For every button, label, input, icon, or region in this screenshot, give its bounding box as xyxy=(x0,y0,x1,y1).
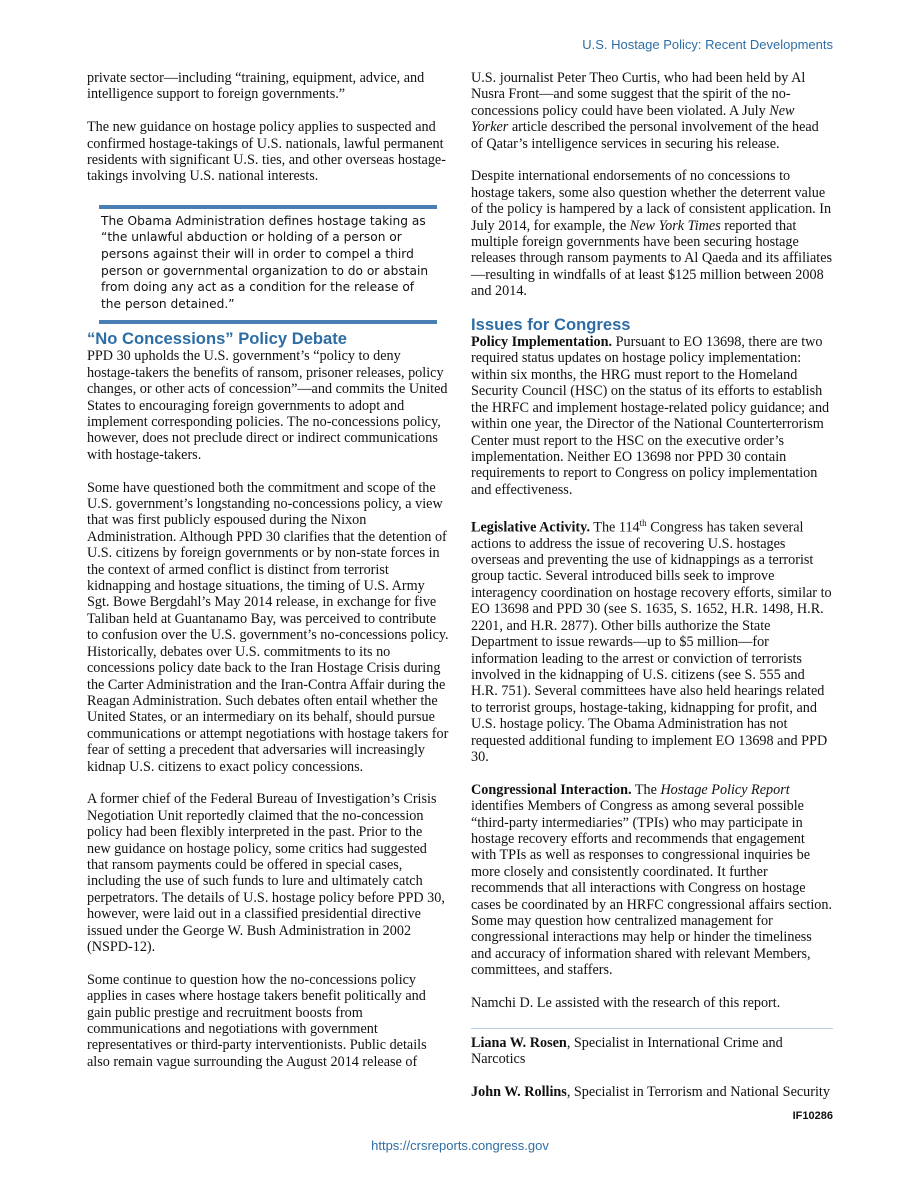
author-entry: John W. Rollins, Specialist in Terrorism and National Security xyxy=(471,1084,830,1100)
paragraph: Some continue to question how the no-concessions policy applies in cases where hostage takers benefit politically and gain public prestige and recruitment boosts from communications and negotiations with government representatives or third-party interventionists. Public details also remain vague surrounding the August 2014 release of xyxy=(87,971,427,1070)
paragraph: Some have questioned both the commitment and scope of the U.S. government’s longstanding no-concessions policy, a view that was first publicly espoused during the Nixon Administration. Although PPD 30 clarifies that the detention of U.S. citizens by foreign governments or by non-state forces in the context of armed conflict is distinct from terrorist kidnapping and hostage situations, the timing of U.S. Army Sgt. Bowe Bergdahl’s May 2014 release, in exchange for five Taliban held at Guantanamo Bay, was perceived to contribute to confusion over the U.S. government’s no-concessions policy. Historically, debates over U.S. commitments to its no concessions policy date back to the Iran Hostage Crisis during the Carter Administration and the Iran-Contra Affair during the Reagan Administration. Such debates often entail whether the United States, or an intermediary on its behalf, should pursue communications or attempt negotiations with hostage takers for fear of setting a precedent that adversaries will increasingly kidnap U.S. citizens to exact policy concessions. xyxy=(87,479,449,775)
left-column xyxy=(87,70,449,1087)
paragraph: U.S. journalist Peter Theo Curtis, who had been held by Al Nusra Front—and some suggest that the spirit of the no-concessions policy could have been violated. A July New Yorker article described the personal involvement of the head of Qatar’s intelligence services in securing his release. xyxy=(471,70,819,152)
paragraph: A former chief of the Federal Bureau of Investigation’s Crisis Negotiation Unit reportedly claimed that the no-concession policy had been flexibly interpreted in the past. Prior to the new guidance on hostage policy, some critics had suggested that ransom payments could be offered in special cases, including the use of such funds to lure and ultimately catch perpetrators. The details of U.S. hostage policy before PPD 30, however, were laid out in a classified presidential directive issued under the George W. Bush Administration in 2002 (NSPD-12). xyxy=(87,791,445,955)
author-entry: Liana W. Rosen, Specialist in International Crime and Narcotics xyxy=(471,1034,783,1068)
run-in-heading: Congressional Interaction. xyxy=(471,781,632,798)
definition-callout: The Obama Administration defines hostage taking as “the unlawful abduction or holding of a person or persons against their will in order to compel a third person or governmental organization to do or abstain from doing any act as a condition for the release of the person detained.” xyxy=(99,205,437,325)
section-heading-no-concessions: “No Concessions” Policy Debate xyxy=(87,329,348,349)
document-id: IF10286 xyxy=(792,1110,833,1122)
paragraph-congressional-interaction: Congressional Interaction. The Hostage Policy Report identifies Members of Congress as among several possible “third-party intermediaries” (TPIs) who may participate in hostage recovery efforts and recommends that engagement with TPIs as well as responses to congressional inquiries be more closely and consistently coordinated. It further recommends that all interactions with Congress on hostage cases be coordinated by an HRFC congressional affairs section. Some may question how centralized management for congressional interactions may help or hinder the timeliness and accuracy of information shared with relevant Members, committees, and staffers. xyxy=(471,781,833,979)
paragraph-policy-implementation: Policy Implementation. Pursuant to EO 13698, there are two required status updates on hostage policy implementation: within six months, the HRG must report to the Homeland Security Council (HSC) on the status of its efforts to establish the HRFC and implement hostage-related policy guidance; and within one year, the Director of the National Counterterrorism Center must report to the HSC on the executive order’s implementation. Neither EO 13698 nor PPD 30 contain requirements to report to Congress on policy implementation and effectiveness. xyxy=(471,334,830,498)
run-in-heading: Policy Implementation. xyxy=(471,334,613,351)
author-block xyxy=(471,1028,833,1101)
paragraph: PPD 30 upholds the U.S. government’s “policy to deny hostage-takers the benefits of ransom, prisoner releases, policy changes, or other acts of concession”—and commits the United States to encouraging foreign governments to adopt and implement corresponding policies. The no-concessions policy, however, does not preclude direct or indirect communications with hostage-takers. xyxy=(87,348,448,463)
acknowledgement: Namchi D. Le assisted with the research of this report. xyxy=(471,995,781,1011)
running-header: U.S. Hostage Policy: Recent Developments xyxy=(582,37,833,52)
paragraph: private sector—including “training, equipment, advice, and intelligence support to foreign governments.” xyxy=(87,70,425,103)
footer-url-link[interactable]: https://crsreports.congress.gov xyxy=(371,1138,549,1153)
right-column xyxy=(471,70,833,1117)
paragraph-legislative-activity: Legislative Activity. The 114th Congress has taken several actions to address the issue of recovering U.S. hostages overseas and preventing the use of kidnappings as a terrorist group tactic. Several introduced bills seek to improve interagency coordination on hostage recovery efforts, similar to EO 13698 and PPD 30 (see S. 1635, S. 1652, H.R. 1498, H.R. 2201, and H.R. 2877). Other bills authorize the State Department to issue rewards—up to $5 million—for information leading to the arrest or conviction of terrorists involved in the kidnapping of U.S. citizens (see S. 555 and H.R. 751). Several committees have also held hearings related to terrorist groups, hostage-taking, kidnapping for profit, and U.S. hostage policy. The Obama Administration has not requested additional funding to implement EO 13698 and PPD 30. xyxy=(471,517,832,765)
paragraph: The new guidance on hostage policy applies to suspected and confirmed hostage-takings of U.S. nationals, lawful permanent residents with significant U.S. ties, and other overseas hostage-takings involving U.S. national interests. xyxy=(87,119,446,185)
paragraph: Despite international endorsements of no concessions to hostage takers, some also question whether the deterrent value of the policy is hampered by a lack of consistent application. In July 2014, for example, the New York Times reported that multiple foreign governments have been securing hostage releases through ransom payments to Al Qaeda and its affiliates—resulting in windfalls of at least $125 million between 2008 and 2014. xyxy=(471,168,833,300)
run-in-heading: Legislative Activity. xyxy=(471,519,590,536)
section-heading-issues-for-congress: Issues for Congress xyxy=(471,315,631,335)
